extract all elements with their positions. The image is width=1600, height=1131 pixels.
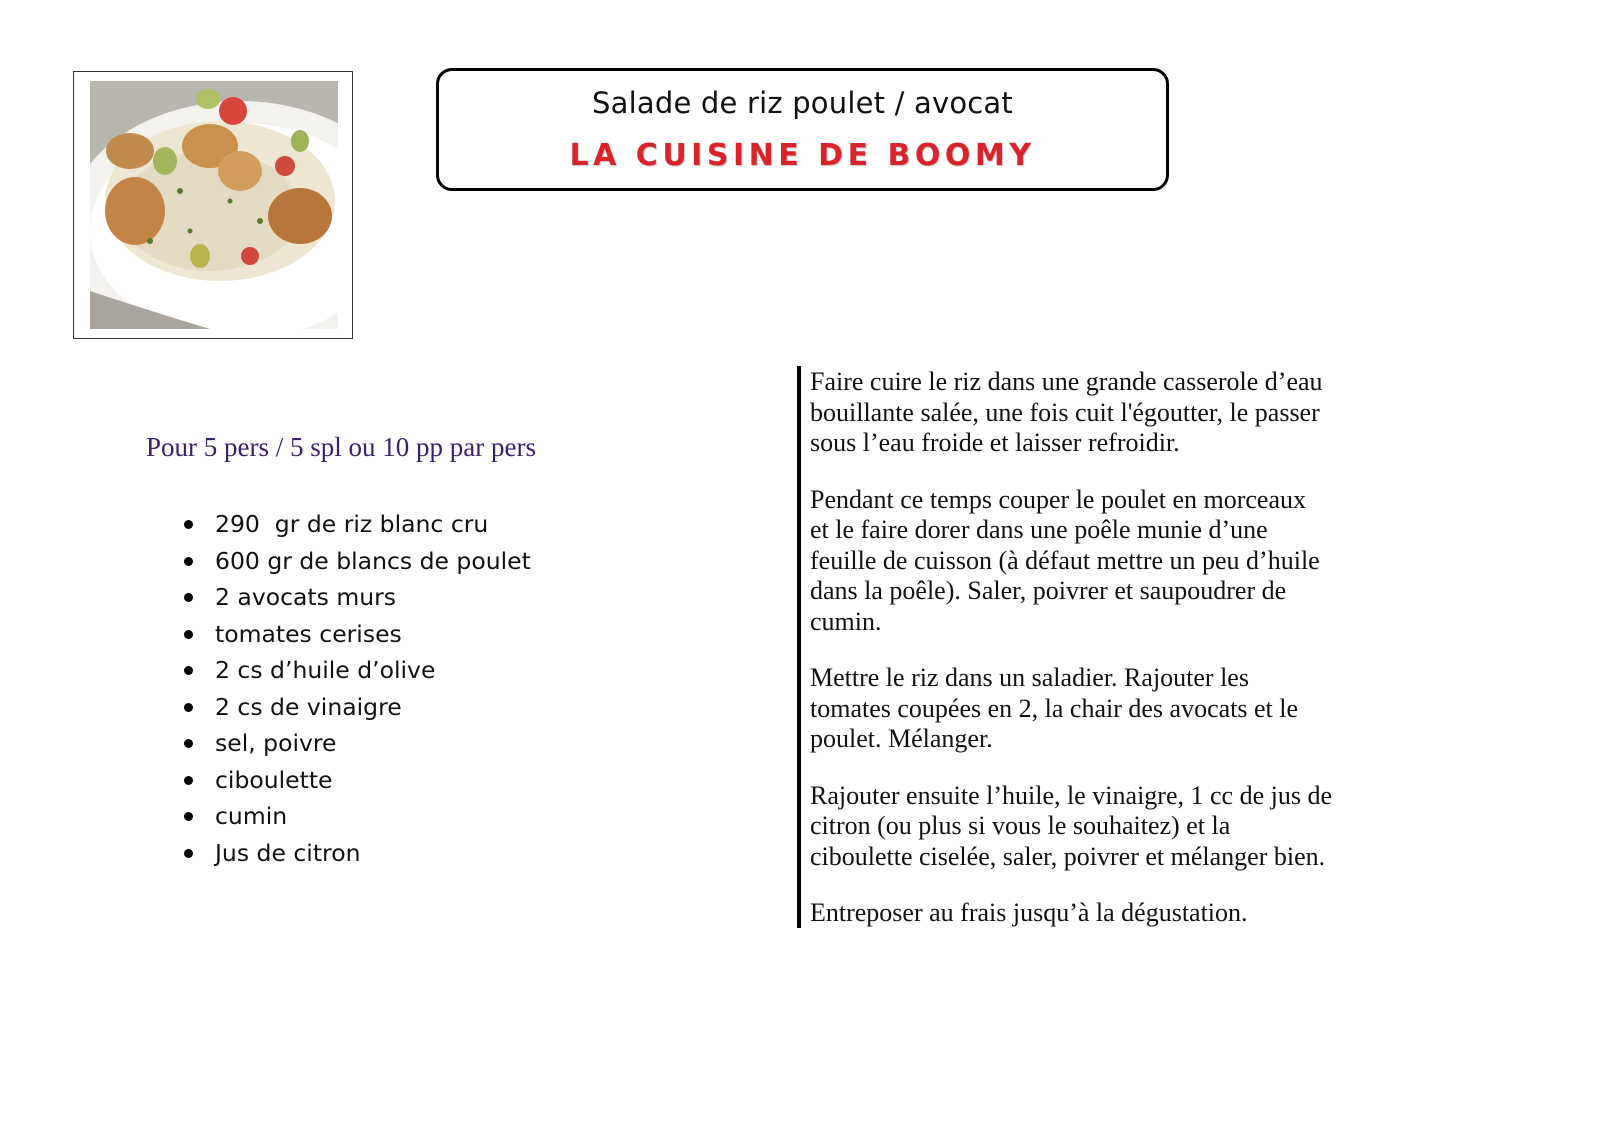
ingredient-item xyxy=(168,762,531,799)
ingredient-item xyxy=(168,543,531,580)
instruction-line: bouillante salée, une fois cuit l'égoutter, le passer xyxy=(810,397,1320,427)
ingredient-text: 2 avocats murs xyxy=(215,583,397,611)
bullet-icon xyxy=(184,666,193,675)
ingredient-list xyxy=(168,506,531,871)
ingredient-item xyxy=(168,689,531,726)
ingredient-text: tomates cerises xyxy=(215,619,402,648)
bullet-icon xyxy=(184,812,193,821)
recipe-photo-frame xyxy=(73,71,353,339)
instruction-line: Rajouter ensuite l’huile, le vinaigre, 1 cc de jus de xyxy=(810,780,1332,810)
ingredient-text: cumin xyxy=(215,802,288,830)
ingredient-item xyxy=(168,835,531,872)
ingredient-item xyxy=(168,798,531,835)
recipe-photo xyxy=(90,81,338,329)
column-divider xyxy=(797,366,801,928)
instruction-line: et le faire dorer dans une poêle munie d’une xyxy=(810,515,1268,544)
instruction-line: tomates coupées en 2, la chair des avocats et le xyxy=(810,693,1299,723)
instruction-line: sous l’eau froide et laisser refroidir. xyxy=(810,428,1180,457)
ingredient-text: 290 gr de riz blanc cru xyxy=(215,510,489,538)
ingredient-item xyxy=(168,506,531,543)
bullet-icon xyxy=(184,739,193,748)
instruction-line: feuille de cuisson (à défaut mettre un peu d’huile xyxy=(810,545,1320,575)
title-box xyxy=(436,68,1169,191)
instruction-paragraph xyxy=(810,367,1410,459)
bullet-icon xyxy=(184,593,193,602)
ingredient-text: 600 gr de blancs de poulet xyxy=(215,546,531,575)
ingredient-item xyxy=(168,616,531,653)
instruction-line: Pendant ce temps couper le poulet en morceaux xyxy=(810,484,1306,514)
instruction-line: Mettre le riz dans un saladier. Rajouter les xyxy=(810,663,1249,692)
ingredient-item xyxy=(168,652,531,689)
instructions xyxy=(810,367,1410,929)
instruction-line: Faire cuire le riz dans une grande casserole d’eau xyxy=(810,367,1323,396)
instruction-paragraph xyxy=(810,485,1410,638)
instruction-line: Entreposer au frais jusqu’à la dégustation. xyxy=(810,898,1248,927)
ingredient-text: ciboulette xyxy=(215,765,333,794)
ingredient-text: sel, poivre xyxy=(215,729,337,757)
instruction-line: cumin. xyxy=(810,606,882,636)
recipe-title: Salade de riz poulet / avocat xyxy=(592,86,1013,120)
bullet-icon xyxy=(184,776,193,785)
instruction-line: dans la poêle). Saler, poivrer et saupoudrer de xyxy=(810,576,1287,605)
instruction-line: citron (ou plus si vous le souhaitez) et la xyxy=(810,811,1231,840)
bullet-icon xyxy=(184,849,193,858)
servings-line: Pour 5 pers / 5 spl ou 10 pp par pers xyxy=(146,432,536,462)
instruction-line: ciboulette ciselée, saler, poivrer et mélanger bien. xyxy=(810,841,1326,871)
bullet-icon xyxy=(184,703,193,712)
instruction-line: poulet. Mélanger. xyxy=(810,724,993,753)
ingredient-text: 2 cs de vinaigre xyxy=(215,692,402,721)
brand-name: LA CUISINE DE BOOMY xyxy=(569,138,1036,173)
ingredient-text: 2 cs d’huile d’olive xyxy=(215,656,436,684)
instruction-paragraph xyxy=(810,898,1410,929)
bullet-icon xyxy=(184,557,193,566)
ingredient-item xyxy=(168,725,531,762)
ingredient-item xyxy=(168,579,531,616)
instruction-paragraph xyxy=(810,663,1410,755)
bullet-icon xyxy=(184,520,193,529)
instruction-paragraph xyxy=(810,781,1410,873)
ingredient-text: Jus de citron xyxy=(215,838,361,867)
bullet-icon xyxy=(184,630,193,639)
